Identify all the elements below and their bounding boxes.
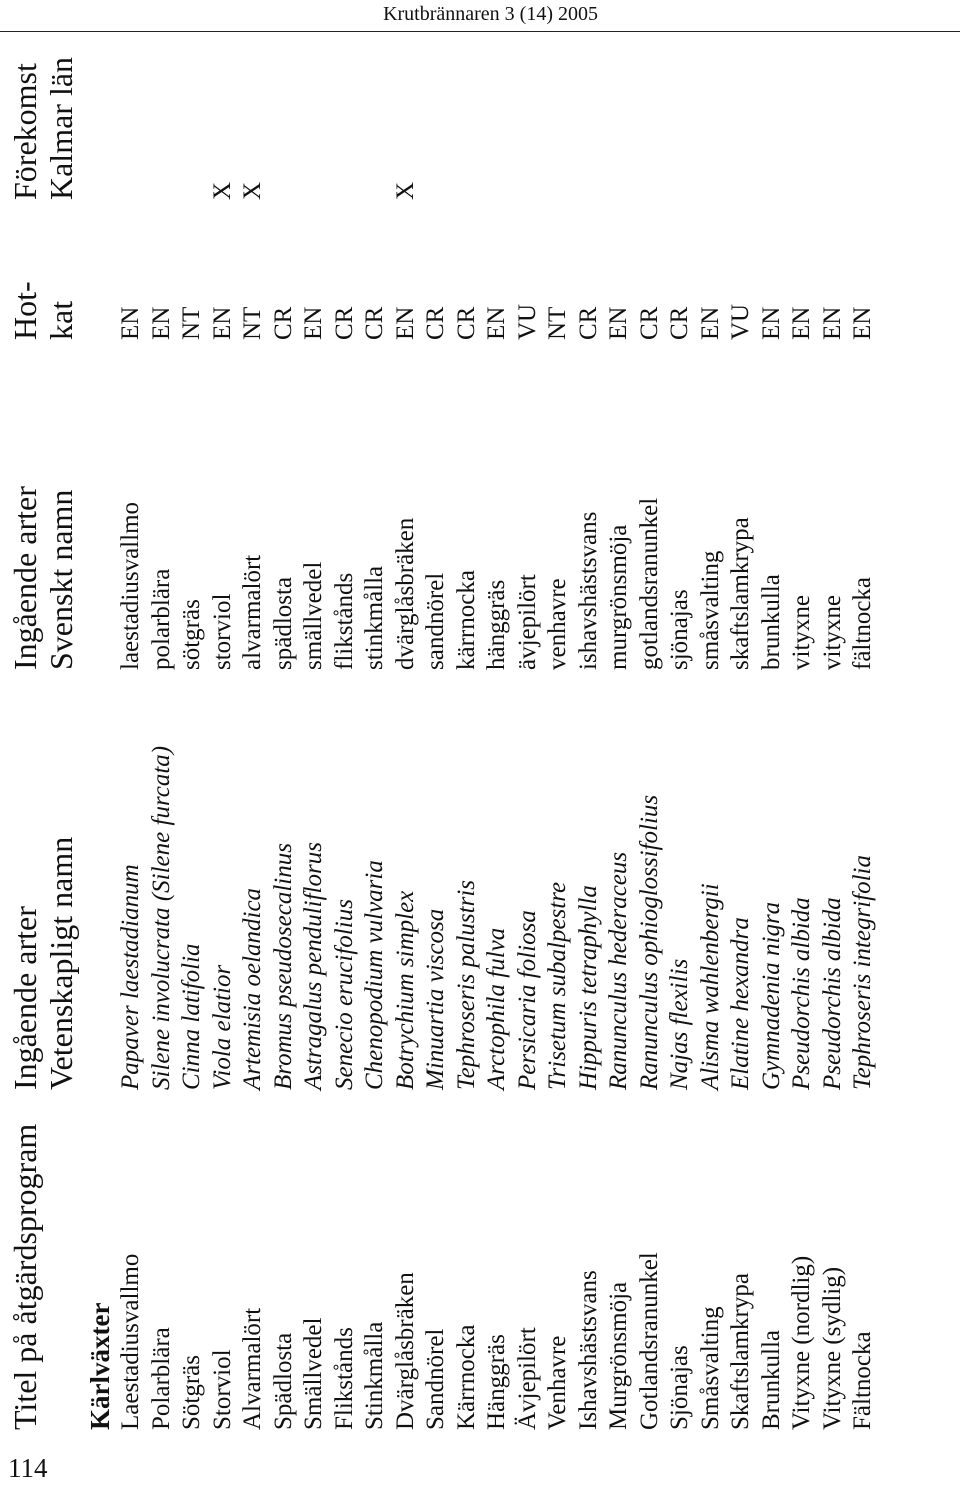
kalmar-occurrence: X <box>391 181 419 200</box>
threat-category: EN <box>818 306 846 340</box>
scientific-name: Trisetum subalpestre <box>544 881 571 1090</box>
threat-category: EN <box>483 306 510 340</box>
table-row <box>177 0 208 1440</box>
table-row <box>238 0 269 1440</box>
scientific-name: Minuartia viscosa <box>422 908 449 1090</box>
scientific-name: Tephroseris palustris <box>452 879 480 1090</box>
scientific-name: Astragalus penduliflorus <box>300 842 327 1090</box>
table-row <box>452 0 483 1440</box>
table-row <box>543 0 574 1440</box>
scientific-name: Arctophila fulva <box>483 927 510 1090</box>
swedish-name: dvärglåsbräken <box>391 517 419 670</box>
threat-category: CR <box>422 306 449 340</box>
program-title: Skaftslamkrypa <box>727 1273 754 1430</box>
program-title: Ishavshästsvans <box>574 1270 602 1430</box>
program-title: Murgrönsmöja <box>605 1281 632 1430</box>
scientific-name: Hippuris tetraphylla <box>574 885 602 1090</box>
header-species-sci: Ingående arter <box>7 906 43 1090</box>
group-heading: Kärlväxter <box>85 1302 115 1430</box>
table-row <box>848 0 879 1440</box>
table-row <box>147 0 178 1440</box>
program-title: Polarblära <box>147 1327 175 1430</box>
threat-category: NT <box>239 306 266 340</box>
table-row <box>299 0 330 1440</box>
swedish-name: kärrnocka <box>452 570 480 670</box>
program-title: Laestadiusvallmo <box>117 1253 144 1430</box>
header-scientific-name: Vetenskapligt namn <box>43 836 79 1090</box>
swedish-name: spädlosta <box>269 576 297 670</box>
table-row <box>269 0 300 1440</box>
threat-category: CR <box>666 306 693 340</box>
table-row <box>330 0 361 1440</box>
table-row <box>757 0 788 1440</box>
swedish-name: gotlandsranunkel <box>635 497 663 670</box>
scientific-name: Pseudorchis albida <box>818 897 846 1090</box>
threat-category: NT <box>544 306 571 340</box>
threat-category: CR <box>635 306 663 340</box>
header-kalmar-county: Kalmar län <box>43 56 79 200</box>
swedish-name: hänggräs <box>483 579 510 670</box>
scientific-name: Tephroseris integrifolia <box>849 855 876 1090</box>
threat-category: EN <box>757 306 785 340</box>
scientific-name: Ranunculus ophioglossifolius <box>635 794 663 1090</box>
program-title: Storviol <box>208 1349 236 1430</box>
swedish-name: flikstånds <box>330 572 358 670</box>
threat-category: VU <box>727 303 754 340</box>
table-header-row-2 <box>44 0 78 1440</box>
swedish-name: venhavre <box>544 578 571 670</box>
table-row <box>391 0 422 1440</box>
swedish-name: ävjepilört <box>513 574 541 670</box>
program-title: Sjönajas <box>666 1345 693 1430</box>
program-title: Smällvedel <box>300 1317 327 1430</box>
scientific-name: Silene involucrata (Silene furcata) <box>147 745 175 1090</box>
scientific-name: Cinna latifolia <box>178 943 205 1090</box>
scientific-name: Najas flexilis <box>666 958 693 1090</box>
scientific-name: Senecio erucifolius <box>330 899 358 1090</box>
swedish-name: sjönajas <box>666 589 693 670</box>
program-title: Gotlandsranunkel <box>635 1252 663 1430</box>
scientific-name: Artemisia oelandica <box>239 887 266 1090</box>
table-body <box>116 0 879 1440</box>
swedish-name: storviol <box>208 593 236 670</box>
threat-category: EN <box>696 306 724 340</box>
program-title: Stinkmålla <box>361 1321 388 1430</box>
table-row <box>513 0 544 1440</box>
threat-category: NT <box>178 306 205 340</box>
table-row <box>787 0 818 1440</box>
threat-category: EN <box>117 306 144 340</box>
program-title: Brunkulla <box>757 1330 785 1430</box>
table-row <box>818 0 849 1440</box>
scientific-name: Elatine hexandra <box>727 917 754 1090</box>
swedish-name: alvarmalört <box>239 554 266 670</box>
swedish-name: sötgräs <box>178 599 205 670</box>
kalmar-occurrence: X <box>239 181 266 200</box>
header-category: kat <box>43 300 79 340</box>
swedish-name: smällvedel <box>300 561 327 670</box>
page-number: 114 <box>8 1453 48 1483</box>
program-title: Ävjepilört <box>513 1327 541 1430</box>
scientific-name: Chenopodium vulvaria <box>361 860 388 1090</box>
table-row <box>665 0 696 1440</box>
table-row <box>726 0 757 1440</box>
table-row <box>360 0 391 1440</box>
threat-category: EN <box>208 306 236 340</box>
scientific-name: Pseudorchis albida <box>788 897 815 1090</box>
scientific-name: Viola elatior <box>208 964 236 1090</box>
table-row <box>482 0 513 1440</box>
swedish-name: stinkmålla <box>361 565 388 670</box>
header-swedish-name: Svenskt namn <box>43 489 79 670</box>
threat-category: EN <box>300 306 327 340</box>
swedish-name: skaftslamkrypa <box>727 517 754 670</box>
threat-category: VU <box>513 303 541 340</box>
swedish-name: murgrönsmöja <box>605 524 632 670</box>
swedish-name: ishavshästsvans <box>574 511 602 670</box>
scientific-name: Bromus pseudosecalinus <box>269 843 297 1090</box>
table-row <box>116 0 147 1440</box>
threat-category: EN <box>147 306 175 340</box>
program-title: Hänggräs <box>483 1334 510 1430</box>
table-header-row-1 <box>8 0 42 1440</box>
scientific-name: Papaver laestadianum <box>117 864 144 1090</box>
scientific-name: Ranunculus hederaceus <box>605 851 632 1090</box>
swedish-name: sandnörel <box>422 572 449 670</box>
program-title: Spädlosta <box>269 1332 297 1430</box>
table-row <box>604 0 635 1440</box>
program-title: Flikstånds <box>330 1327 358 1430</box>
table-row <box>635 0 666 1440</box>
threat-category: EN <box>849 306 876 340</box>
program-title: Venhavre <box>544 1335 571 1430</box>
header-title-program: Titel på åtgärdsprogram <box>7 1123 43 1430</box>
threat-category: CR <box>574 306 602 340</box>
swedish-name: fältnocka <box>849 576 876 670</box>
program-title: Vityxne (sydlig) <box>818 1266 846 1430</box>
program-title: Dvärglåsbräken <box>391 1272 419 1430</box>
program-title: Fältnocka <box>849 1331 876 1430</box>
header-species-sv: Ingående arter <box>7 486 43 670</box>
threat-category: EN <box>605 306 632 340</box>
program-title: Vityxne (nordlig) <box>788 1255 815 1430</box>
header-occurrence: Förekomst <box>7 63 43 200</box>
threat-category: EN <box>391 306 419 340</box>
header-threat: Hot- <box>7 281 43 340</box>
swedish-name: polarblära <box>147 568 175 670</box>
threat-category: CR <box>361 306 388 340</box>
program-title: Kärrnocka <box>452 1324 480 1430</box>
threat-category: EN <box>788 306 815 340</box>
program-title: Sandnörel <box>422 1328 449 1430</box>
scientific-name: Alisma wahlenbergii <box>696 883 724 1090</box>
scientific-name: Persicaria foliosa <box>513 910 541 1090</box>
kalmar-occurrence: X <box>208 181 236 200</box>
program-title: Småsvalting <box>696 1306 724 1430</box>
threat-category: CR <box>452 306 480 340</box>
table-row <box>421 0 452 1440</box>
swedish-name: brunkulla <box>757 574 785 670</box>
table-row <box>208 0 239 1440</box>
swedish-name: vityxne <box>818 595 846 670</box>
journal-title: Krutbrännaren 3 (14) 2005 <box>383 3 598 25</box>
scientific-name: Botrychium simplex <box>391 890 419 1090</box>
swedish-name: laestadiusvallmo <box>117 501 144 670</box>
swedish-name: vityxne <box>788 595 815 670</box>
table-row <box>696 0 727 1440</box>
swedish-name: småsvalting <box>696 550 724 670</box>
threat-category: CR <box>269 306 297 340</box>
scientific-name: Gymnadenia nigra <box>757 901 785 1090</box>
threat-category: CR <box>330 306 358 340</box>
table-row <box>574 0 605 1440</box>
program-title: Sötgräs <box>178 1355 205 1430</box>
program-title: Alvarmalört <box>239 1307 266 1430</box>
